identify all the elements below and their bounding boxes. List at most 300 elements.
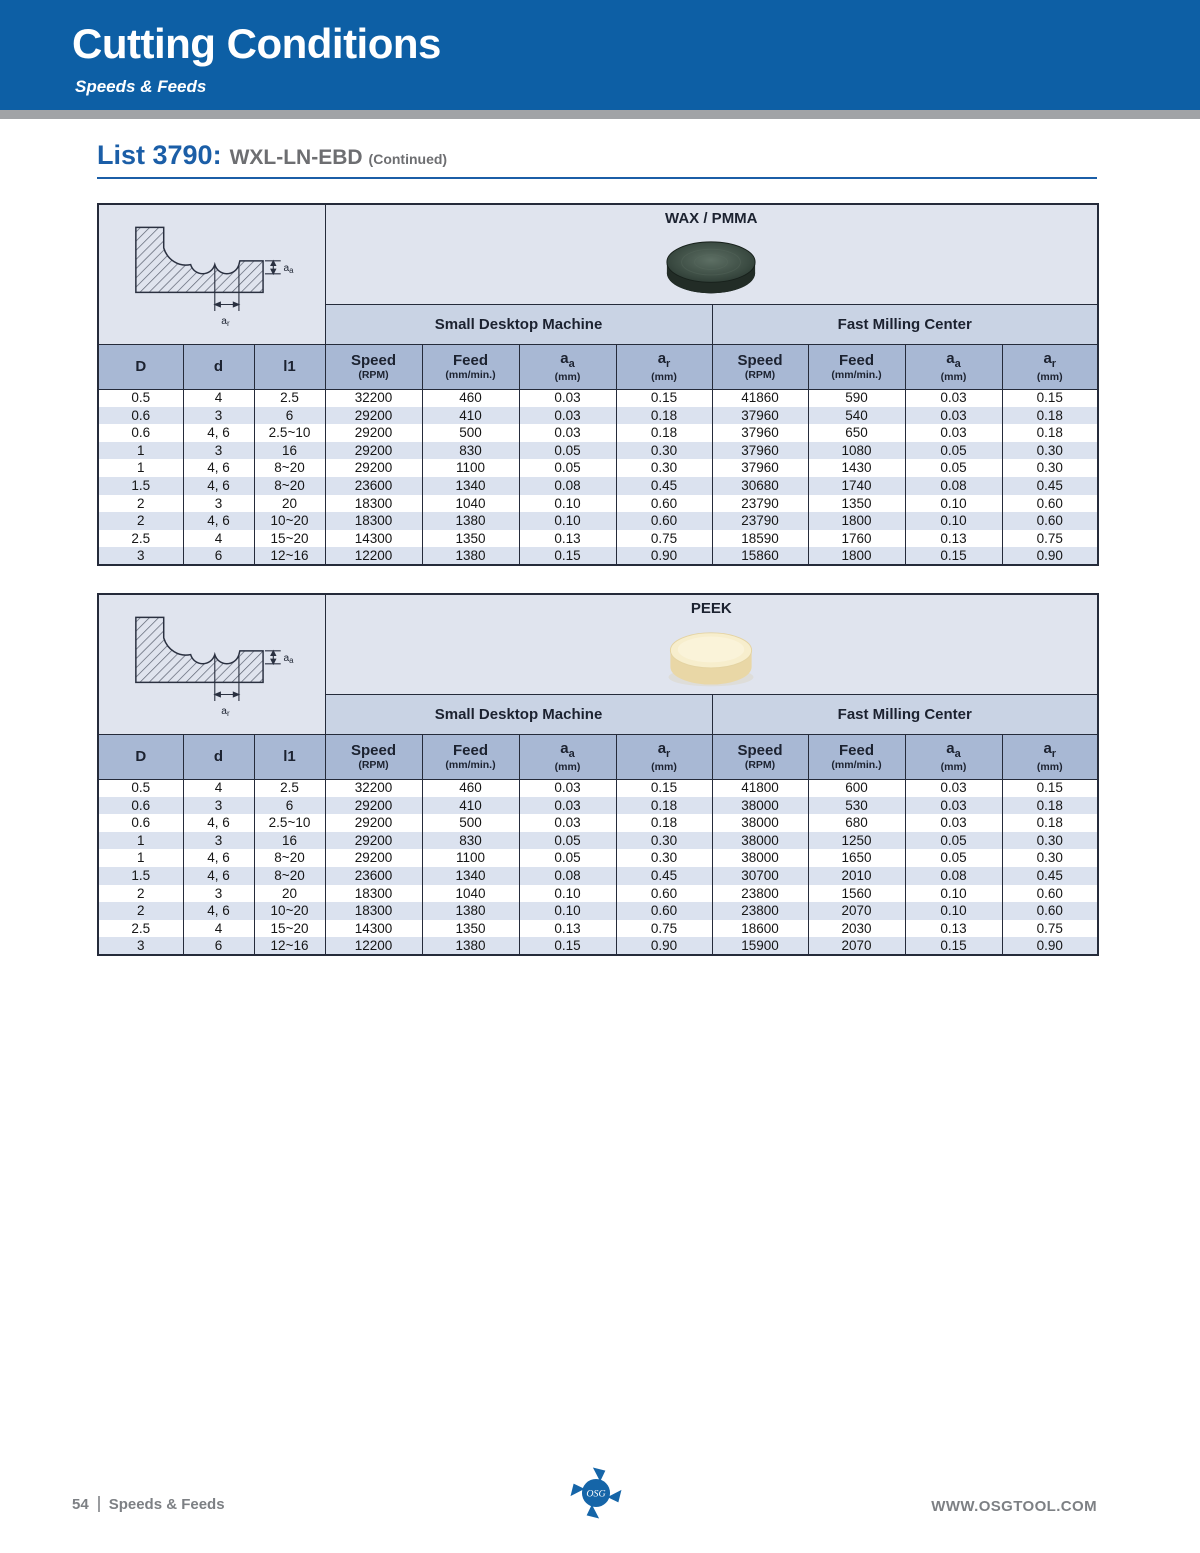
data-cell: 41800 <box>712 779 808 797</box>
data-cell: 18300 <box>325 512 422 530</box>
data-cell: 29200 <box>325 442 422 460</box>
footer-divider <box>98 1496 100 1512</box>
data-cell: 0.10 <box>519 512 616 530</box>
data-cell: 0.60 <box>1002 885 1098 903</box>
scallop-diagram-cell <box>98 594 325 734</box>
data-row <box>98 407 1098 425</box>
data-cell: 0.10 <box>519 902 616 920</box>
data-cell: 4, 6 <box>183 477 254 495</box>
data-cell: 0.03 <box>519 407 616 425</box>
data-cell: 8~20 <box>254 867 325 885</box>
data-cell: 1760 <box>808 530 905 548</box>
data-row <box>98 832 1098 850</box>
data-cell: 32200 <box>325 389 422 407</box>
data-cell: 1.5 <box>98 477 183 495</box>
data-cell: 1350 <box>808 495 905 513</box>
material-header-cell <box>325 204 1098 304</box>
data-cell: 0.05 <box>905 442 1002 460</box>
data-cell: 1 <box>98 459 183 477</box>
data-row <box>98 779 1098 797</box>
data-cell: 830 <box>422 832 519 850</box>
list-heading <box>97 140 1097 179</box>
data-cell: 650 <box>808 424 905 442</box>
data-cell: 3 <box>183 797 254 815</box>
data-cell: 10~20 <box>254 512 325 530</box>
data-cell: 0.13 <box>905 920 1002 938</box>
data-cell: 23800 <box>712 902 808 920</box>
data-cell: 0.15 <box>1002 389 1098 407</box>
data-cell: 0.60 <box>1002 512 1098 530</box>
data-cell: 0.18 <box>616 407 712 425</box>
data-cell: 1650 <box>808 849 905 867</box>
data-cell: 0.60 <box>616 495 712 513</box>
list-number: List 3790: <box>97 140 222 170</box>
data-cell: 1100 <box>422 459 519 477</box>
peek-data-body <box>98 779 1098 955</box>
footer-page-info <box>72 1496 225 1513</box>
material-name: PEEK <box>690 600 732 617</box>
data-cell: 0.03 <box>519 779 616 797</box>
data-cell: 0.90 <box>1002 547 1098 565</box>
data-cell: 0.13 <box>519 920 616 938</box>
data-cell: 20 <box>254 885 325 903</box>
col-header-feed-sdm: Feed (mm/min.) <box>422 734 519 779</box>
col-header-speed-sdm: Speed (RPM) <box>325 344 422 389</box>
data-cell: 14300 <box>325 920 422 938</box>
banner-divider-bar <box>0 110 1200 119</box>
wax-pmma-disc-image <box>659 229 763 297</box>
page-number: 54 <box>72 1496 89 1513</box>
data-cell: 0.03 <box>905 797 1002 815</box>
header-banner <box>0 0 1200 110</box>
data-cell: 0.6 <box>98 424 183 442</box>
data-cell: 0.30 <box>1002 459 1098 477</box>
data-cell: 0.45 <box>616 867 712 885</box>
data-cell: 1100 <box>422 849 519 867</box>
data-cell: 2 <box>98 495 183 513</box>
data-cell: 1 <box>98 442 183 460</box>
data-cell: 4, 6 <box>183 867 254 885</box>
cutting-conditions-table-peek <box>97 593 1099 956</box>
footer-website: WWW.OSGTOOL.COM <box>931 1498 1097 1515</box>
data-cell: 29200 <box>325 814 422 832</box>
col-header-aa-sdm: $a_a$ (mm) <box>519 734 616 779</box>
data-cell: 0.15 <box>616 779 712 797</box>
data-cell: 500 <box>422 424 519 442</box>
data-cell: 1.5 <box>98 867 183 885</box>
data-cell: 37960 <box>712 442 808 460</box>
data-cell: 0.05 <box>905 849 1002 867</box>
data-cell: 15~20 <box>254 920 325 938</box>
data-cell: 0.30 <box>616 459 712 477</box>
data-cell: 0.03 <box>905 389 1002 407</box>
data-cell: 500 <box>422 814 519 832</box>
data-cell: 29200 <box>325 797 422 815</box>
data-cell: 0.05 <box>519 832 616 850</box>
col-header-ar-sdm: $a_r$ (mm) <box>616 734 712 779</box>
data-cell: 0.60 <box>616 902 712 920</box>
data-cell: 14300 <box>325 530 422 548</box>
data-cell: 18300 <box>325 495 422 513</box>
col-header-ar-fmc: $a_r$ (mm) <box>1002 344 1098 389</box>
osg-logo-icon <box>570 1464 622 1522</box>
data-cell: 4, 6 <box>183 424 254 442</box>
data-cell: 8~20 <box>254 477 325 495</box>
peek-table-section <box>97 593 1097 956</box>
data-cell: 0.60 <box>1002 902 1098 920</box>
ar-dimension-label: ar <box>221 315 230 328</box>
col-header-feed-fmc: Feed (mm/min.) <box>808 344 905 389</box>
col-header-d: d <box>183 734 254 779</box>
data-cell: 15860 <box>712 547 808 565</box>
data-cell: 12~16 <box>254 547 325 565</box>
aa-dimension-label: aa <box>283 262 294 275</box>
data-cell: 0.30 <box>1002 849 1098 867</box>
data-cell: 20 <box>254 495 325 513</box>
data-cell: 1380 <box>422 512 519 530</box>
data-cell: 1380 <box>422 902 519 920</box>
scallop-cross-section-diagram <box>105 597 319 727</box>
column-header-row <box>98 344 1098 389</box>
data-cell: 2.5 <box>98 920 183 938</box>
data-cell: 410 <box>422 407 519 425</box>
data-row <box>98 867 1098 885</box>
data-cell: 41860 <box>712 389 808 407</box>
data-cell: 18300 <box>325 885 422 903</box>
data-cell: 0.30 <box>616 849 712 867</box>
data-cell: 830 <box>422 442 519 460</box>
data-cell: 29200 <box>325 424 422 442</box>
col-header-speed-fmc: Speed (RPM) <box>712 734 808 779</box>
data-cell: 3 <box>183 832 254 850</box>
peek-disc-image <box>662 619 760 691</box>
data-cell: 1040 <box>422 885 519 903</box>
data-cell: 10~20 <box>254 902 325 920</box>
data-cell: 8~20 <box>254 849 325 867</box>
data-cell: 38000 <box>712 814 808 832</box>
data-cell: 0.15 <box>616 389 712 407</box>
data-cell: 4 <box>183 779 254 797</box>
data-row <box>98 902 1098 920</box>
data-cell: 0.75 <box>1002 530 1098 548</box>
data-cell: 12~16 <box>254 937 325 955</box>
data-cell: 0.60 <box>1002 495 1098 513</box>
data-row <box>98 512 1098 530</box>
data-row <box>98 424 1098 442</box>
data-cell: 460 <box>422 389 519 407</box>
data-cell: 2 <box>98 902 183 920</box>
data-cell: 12200 <box>325 547 422 565</box>
data-cell: 6 <box>183 937 254 955</box>
data-cell: 4 <box>183 389 254 407</box>
data-cell: 4, 6 <box>183 459 254 477</box>
col-header-feed-sdm: Feed (mm/min.) <box>422 344 519 389</box>
data-cell: 0.90 <box>616 547 712 565</box>
data-row <box>98 389 1098 407</box>
data-cell: 37960 <box>712 407 808 425</box>
data-cell: 3 <box>98 547 183 565</box>
data-cell: 23790 <box>712 495 808 513</box>
col-header-ar-fmc: $a_r$ (mm) <box>1002 734 1098 779</box>
data-cell: 0.6 <box>98 407 183 425</box>
data-cell: 1250 <box>808 832 905 850</box>
continued-label: (Continued) <box>368 151 448 167</box>
col-header-aa-sdm: $a_a$ (mm) <box>519 344 616 389</box>
data-cell: 16 <box>254 832 325 850</box>
data-cell: 37960 <box>712 424 808 442</box>
data-cell: 1800 <box>808 547 905 565</box>
scallop-cross-section-diagram <box>105 207 319 337</box>
series-name: WXL-LN-EBD <box>229 146 363 169</box>
scallop-diagram-cell <box>98 204 325 344</box>
data-cell: 4, 6 <box>183 902 254 920</box>
aa-dimension-label: aa <box>283 652 294 665</box>
data-cell: 0.05 <box>519 459 616 477</box>
page-title: Cutting Conditions <box>72 20 441 67</box>
data-cell: 32200 <box>325 779 422 797</box>
data-cell: 0.05 <box>905 459 1002 477</box>
data-row <box>98 477 1098 495</box>
column-header-row <box>98 734 1098 779</box>
data-cell: 2.5~10 <box>254 424 325 442</box>
data-cell: 2 <box>98 885 183 903</box>
data-cell: 0.10 <box>519 495 616 513</box>
data-cell: 2.5~10 <box>254 814 325 832</box>
data-cell: 0.05 <box>519 442 616 460</box>
data-cell: 0.03 <box>905 424 1002 442</box>
data-cell: 1800 <box>808 512 905 530</box>
data-row <box>98 495 1098 513</box>
data-cell: 2 <box>98 512 183 530</box>
data-cell: 0.03 <box>905 407 1002 425</box>
data-cell: 23800 <box>712 885 808 903</box>
data-row <box>98 885 1098 903</box>
data-cell: 600 <box>808 779 905 797</box>
data-cell: 29200 <box>325 459 422 477</box>
data-cell: 1 <box>98 849 183 867</box>
data-row <box>98 547 1098 565</box>
material-header-cell <box>325 594 1098 694</box>
data-cell: 23600 <box>325 867 422 885</box>
data-cell: 0.10 <box>905 885 1002 903</box>
data-cell: 2.5 <box>254 779 325 797</box>
data-cell: 23600 <box>325 477 422 495</box>
data-cell: 8~20 <box>254 459 325 477</box>
col-header-aa-fmc: $a_a$ (mm) <box>905 734 1002 779</box>
col-header-l1: l1 <box>254 734 325 779</box>
data-cell: 0.03 <box>519 424 616 442</box>
data-cell: 0.5 <box>98 389 183 407</box>
data-cell: 0.13 <box>905 530 1002 548</box>
col-header-speed-sdm: Speed (RPM) <box>325 734 422 779</box>
data-cell: 0.90 <box>1002 937 1098 955</box>
data-cell: 0.60 <box>616 885 712 903</box>
data-cell: 4, 6 <box>183 849 254 867</box>
data-cell: 6 <box>254 797 325 815</box>
data-cell: 0.03 <box>519 814 616 832</box>
data-cell: 29200 <box>325 832 422 850</box>
data-cell: 12200 <box>325 937 422 955</box>
data-cell: 2070 <box>808 902 905 920</box>
material-name: WAX / PMMA <box>665 210 758 227</box>
data-cell: 0.15 <box>519 547 616 565</box>
data-cell: 1340 <box>422 867 519 885</box>
data-cell: 38000 <box>712 849 808 867</box>
col-header-feed-fmc: Feed (mm/min.) <box>808 734 905 779</box>
data-cell: 0.30 <box>1002 442 1098 460</box>
data-cell: 0.75 <box>1002 920 1098 938</box>
data-cell: 0.03 <box>905 814 1002 832</box>
data-row <box>98 797 1098 815</box>
data-cell: 530 <box>808 797 905 815</box>
data-cell: 29200 <box>325 849 422 867</box>
data-cell: 0.60 <box>616 512 712 530</box>
data-cell: 1430 <box>808 459 905 477</box>
wax-pmma-table-section <box>97 203 1097 566</box>
fast-milling-center-header: Fast Milling Center <box>712 694 1098 734</box>
data-cell: 460 <box>422 779 519 797</box>
data-row <box>98 814 1098 832</box>
col-header-D: D <box>98 344 183 389</box>
osg-logo-text: OSG <box>586 1488 606 1500</box>
data-cell: 4, 6 <box>183 814 254 832</box>
data-row <box>98 530 1098 548</box>
data-row <box>98 920 1098 938</box>
data-cell: 0.15 <box>1002 779 1098 797</box>
data-cell: 0.18 <box>1002 797 1098 815</box>
data-cell: 0.15 <box>905 547 1002 565</box>
data-cell: 3 <box>98 937 183 955</box>
data-cell: 1560 <box>808 885 905 903</box>
page-subtitle: Speeds & Feeds <box>75 77 207 96</box>
data-cell: 680 <box>808 814 905 832</box>
data-cell: 3 <box>183 407 254 425</box>
data-cell: 15900 <box>712 937 808 955</box>
small-desktop-machine-header: Small Desktop Machine <box>325 304 712 344</box>
data-cell: 0.08 <box>905 477 1002 495</box>
data-cell: 0.10 <box>905 512 1002 530</box>
data-cell: 0.30 <box>616 832 712 850</box>
data-cell: 0.18 <box>616 797 712 815</box>
data-cell: 0.08 <box>519 477 616 495</box>
data-cell: 1380 <box>422 547 519 565</box>
data-cell: 2.5 <box>254 389 325 407</box>
data-cell: 0.75 <box>616 530 712 548</box>
data-cell: 15~20 <box>254 530 325 548</box>
data-cell: 0.6 <box>98 797 183 815</box>
col-header-speed-fmc: Speed (RPM) <box>712 344 808 389</box>
data-cell: 2030 <box>808 920 905 938</box>
data-cell: 0.30 <box>616 442 712 460</box>
data-cell: 410 <box>422 797 519 815</box>
data-cell: 0.03 <box>519 797 616 815</box>
data-cell: 0.90 <box>616 937 712 955</box>
data-cell: 0.10 <box>905 495 1002 513</box>
wax-pmma-data-body <box>98 389 1098 565</box>
data-cell: 2010 <box>808 867 905 885</box>
data-cell: 4 <box>183 920 254 938</box>
ar-dimension-label: ar <box>221 705 230 718</box>
data-cell: 6 <box>183 547 254 565</box>
fast-milling-center-header: Fast Milling Center <box>712 304 1098 344</box>
data-cell: 0.05 <box>519 849 616 867</box>
data-cell: 1740 <box>808 477 905 495</box>
data-cell: 1080 <box>808 442 905 460</box>
data-cell: 590 <box>808 389 905 407</box>
col-header-aa-fmc: $a_a$ (mm) <box>905 344 1002 389</box>
data-cell: 38000 <box>712 832 808 850</box>
data-cell: 1380 <box>422 937 519 955</box>
data-cell: 0.18 <box>1002 424 1098 442</box>
data-cell: 2.5 <box>98 530 183 548</box>
data-cell: 1350 <box>422 530 519 548</box>
data-cell: 0.05 <box>905 832 1002 850</box>
data-cell: 1040 <box>422 495 519 513</box>
cutting-conditions-table-wax-pmma <box>97 203 1099 566</box>
data-cell: 4, 6 <box>183 512 254 530</box>
col-header-d: d <box>183 344 254 389</box>
data-cell: 0.18 <box>1002 407 1098 425</box>
data-cell: 0.03 <box>519 389 616 407</box>
data-cell: 0.18 <box>616 424 712 442</box>
data-cell: 29200 <box>325 407 422 425</box>
data-cell: 0.5 <box>98 779 183 797</box>
data-cell: 0.13 <box>519 530 616 548</box>
data-cell: 3 <box>183 442 254 460</box>
data-row <box>98 459 1098 477</box>
col-header-ar-sdm: $a_r$ (mm) <box>616 344 712 389</box>
data-cell: 1 <box>98 832 183 850</box>
data-cell: 3 <box>183 885 254 903</box>
data-cell: 18300 <box>325 902 422 920</box>
data-cell: 0.03 <box>905 779 1002 797</box>
data-cell: 23790 <box>712 512 808 530</box>
data-cell: 0.18 <box>616 814 712 832</box>
data-cell: 0.15 <box>905 937 1002 955</box>
data-cell: 2070 <box>808 937 905 955</box>
data-cell: 16 <box>254 442 325 460</box>
col-header-D: D <box>98 734 183 779</box>
data-cell: 0.08 <box>905 867 1002 885</box>
data-cell: 0.75 <box>616 920 712 938</box>
data-cell: 4 <box>183 530 254 548</box>
data-cell: 1340 <box>422 477 519 495</box>
material-row <box>98 204 1098 304</box>
data-row <box>98 937 1098 955</box>
data-cell: 1350 <box>422 920 519 938</box>
data-cell: 0.10 <box>519 885 616 903</box>
data-cell: 0.45 <box>616 477 712 495</box>
data-cell: 3 <box>183 495 254 513</box>
data-cell: 6 <box>254 407 325 425</box>
data-cell: 37960 <box>712 459 808 477</box>
data-cell: 0.6 <box>98 814 183 832</box>
data-cell: 30700 <box>712 867 808 885</box>
data-row <box>98 849 1098 867</box>
data-cell: 0.45 <box>1002 477 1098 495</box>
data-cell: 18600 <box>712 920 808 938</box>
data-cell: 540 <box>808 407 905 425</box>
data-cell: 0.15 <box>519 937 616 955</box>
data-cell: 0.10 <box>905 902 1002 920</box>
data-cell: 0.18 <box>1002 814 1098 832</box>
data-cell: 18590 <box>712 530 808 548</box>
data-cell: 0.08 <box>519 867 616 885</box>
material-row <box>98 594 1098 694</box>
data-cell: 30680 <box>712 477 808 495</box>
data-row <box>98 442 1098 460</box>
footer-section: Speeds & Feeds <box>108 1496 225 1513</box>
